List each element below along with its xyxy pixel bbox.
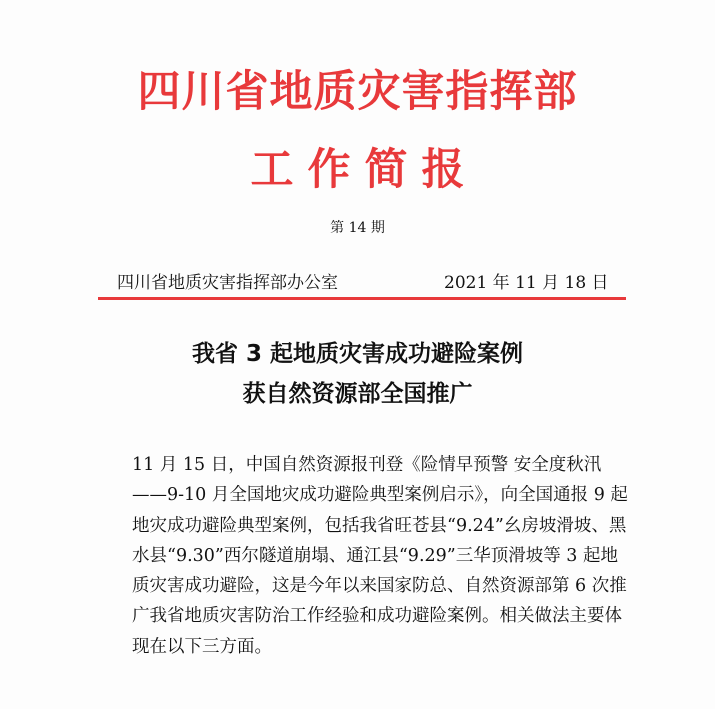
bulletin-title-line2: 工作简报 xyxy=(250,145,479,195)
issuing-office: 四川省地质灾害指挥部办公室 xyxy=(117,273,338,293)
article-headline xyxy=(0,334,715,414)
issue-number: 第 14 期 xyxy=(330,220,385,236)
red-divider-rule xyxy=(98,297,626,300)
headline-line2: 获自然资源部全国推广 xyxy=(242,381,473,407)
article-body xyxy=(98,450,628,662)
article-paragraph: 11 月 15 日，中国自然资源报刊登《险情早预警 安全度秋汛——9-10 月全国地灾成功避险典型案例启示》，向全国通报 9 起地灾成功避险典型案例，包括我省旺苍县“9.24”幺房坡滑坡、黑水县“9.30”西尔隧道崩塌、通江县“9.29”三华顶滑坡等 3 起地质灾害成功避险，这是今年以来国家防总、自然资源部第 6 次推广我省地质灾害防治工作经验和成功避险案例。相关做法主要体现在以下三方面。 xyxy=(132,455,628,657)
headline-line1: 我省 3 起地质灾害成功避险案例 xyxy=(191,341,524,367)
issue-date: 2021 年 11 月 18 日 xyxy=(444,273,609,293)
bulletin-title-line1: 四川省地质灾害指挥部 xyxy=(137,67,578,117)
